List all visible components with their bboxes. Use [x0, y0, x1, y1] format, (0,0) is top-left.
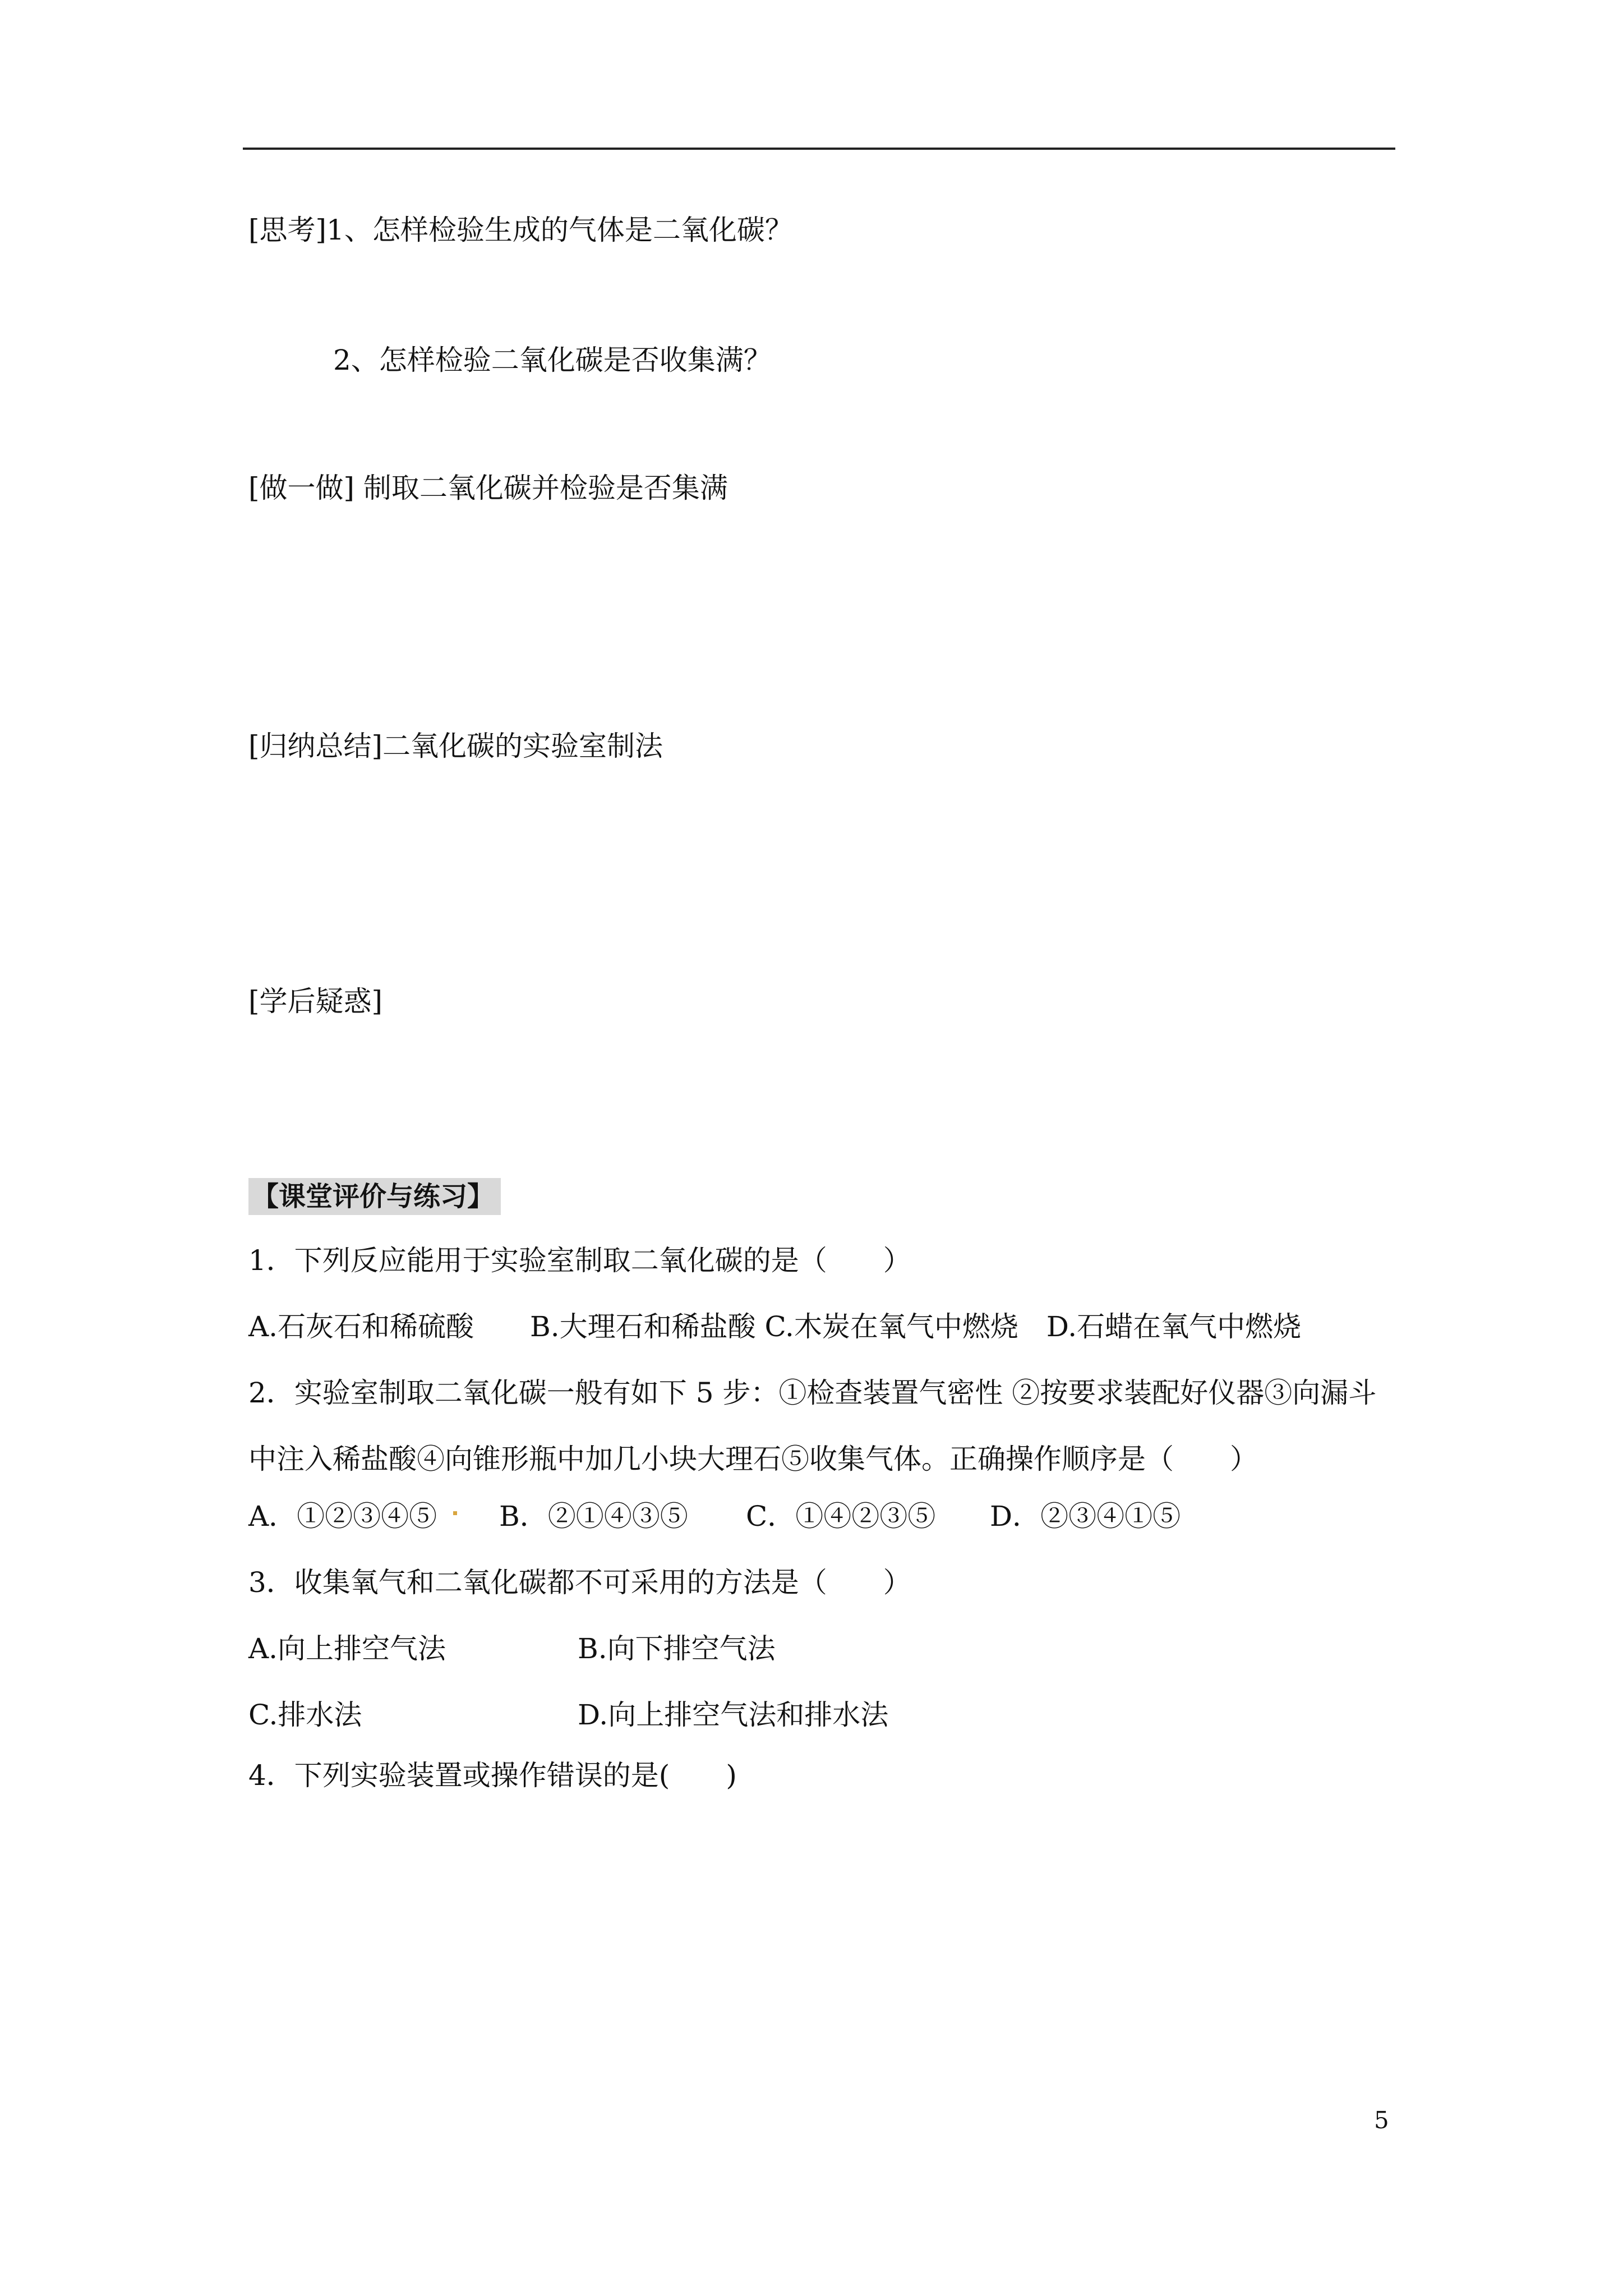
question-2-option-b: B．②①④③⑤ [499, 1500, 688, 1533]
question-2-stem-line-1: 2．实验室制取二氧化碳一般有如下 5 步：①检查装置气密性 ②按要求装配好仪器③向漏斗 [248, 1377, 1377, 1409]
decorative-dot [453, 1511, 457, 1515]
doubts-heading: [学后疑惑] [248, 985, 383, 1018]
question-3-option-a: A.向上排空气法 [248, 1632, 446, 1665]
question-3-stem: 3．收集氧气和二氧化碳都不可采用的方法是（ ） [248, 1566, 911, 1599]
question-3-option-c: C.排水法 [248, 1699, 362, 1731]
question-2-option-d: D．②③④①⑤ [990, 1500, 1181, 1533]
header-rule [243, 148, 1395, 150]
question-2-option-a: A．①②③④⑤ [248, 1500, 437, 1533]
question-3-option-b: B.向下排空气法 [578, 1632, 776, 1665]
do-it-heading: [做一做] 制取二氧化碳并检验是否集满 [248, 472, 728, 504]
section-title: 【课堂评价与练习】 [248, 1178, 501, 1215]
question-3-option-d: D.向上排空气法和排水法 [578, 1699, 889, 1731]
question-4-stem: 4．下列实验装置或操作错误的是( ) [248, 1759, 737, 1792]
question-2-option-c: C．①④②③⑤ [746, 1500, 936, 1533]
question-1-options: A.石灰石和稀硫酸 B.大理石和稀盐酸 C.木炭在氧气中燃烧 D.石蜡在氧气中燃烧 [248, 1310, 1302, 1343]
page-number: 5 [1374, 2106, 1389, 2134]
summary-heading: [归纳总结]二氧化碳的实验室制法 [248, 730, 663, 762]
think-question-2: 2、怎样检验二氧化碳是否收集满？ [333, 344, 772, 376]
think-question-1: [思考]1、怎样检验生成的气体是二氧化碳？ [248, 214, 793, 246]
question-1-stem: 1．下列反应能用于实验室制取二氧化碳的是（ ） [248, 1244, 911, 1277]
question-2-stem-line-2: 中注入稀盐酸④向锥形瓶中加几小块大理石⑤收集气体。正确操作顺序是（ ） [248, 1443, 1258, 1475]
